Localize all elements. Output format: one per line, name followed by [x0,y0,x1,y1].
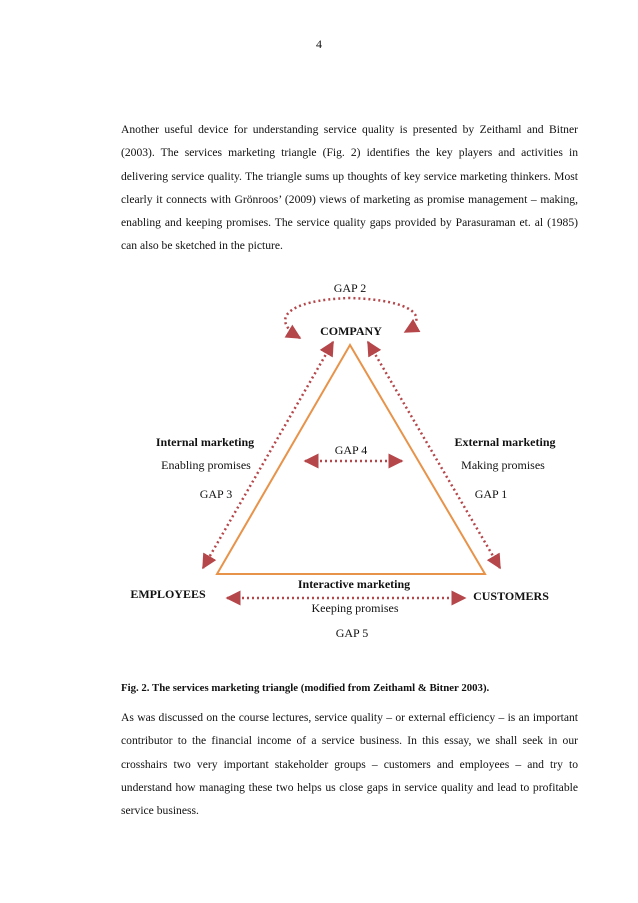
keeping-promises-label: Keeping promises [311,601,399,615]
page-number: 4 [316,37,322,51]
gap1-label: GAP 1 [474,487,508,501]
customers-label: CUSTOMERS [473,589,549,603]
gap5-label: GAP 5 [335,626,369,640]
gap3-label: GAP 3 [199,487,233,501]
making-promises-label: Making promises [461,458,545,472]
intro-paragraph: Another useful device for understanding service quality is presented by Zeithaml and Bitner (2003). The services marketing triangle (Fig. 2) identifies the key players and activities in delivering service quality. The triangle sums up thoughts of key service marketing thinkers. Most clearly it connects with Grönroos’ (2009) views of marketing as promise management – making, enabling and keeping promises. The service quality gaps provided by Parasuraman et. al (1985) can also be sketched in the picture. [121,123,578,253]
gap4-label: GAP 4 [334,443,368,457]
interactive-marketing-label: Interactive marketing [297,577,411,591]
enabling-promises-label: Enabling promises [161,458,251,472]
gap2-label: GAP 2 [333,281,367,295]
figure-caption: Fig. 2. The services marketing triangle (modified from Zeithaml & Bitner 2003). [121,682,490,694]
marketing-triangle [217,345,485,574]
external-marketing-label: External marketing [454,435,556,449]
gap3-arrow [203,342,333,568]
gap1-arrow [368,342,500,568]
body-paragraph: As was discussed on the course lectures, service quality – or external efficiency – is an important contributor to the financial income of a service business. In this essay, we shall seek in our crosshairs two very important stakeholder groups – customers and employees – and try to understand how managing these two helps us close gaps in service quality and lead to profitable service business. [121,711,578,818]
internal-marketing-label: Internal marketing [155,435,255,449]
employees-label: EMPLOYEES [130,587,206,601]
company-label: COMPANY [320,324,382,338]
